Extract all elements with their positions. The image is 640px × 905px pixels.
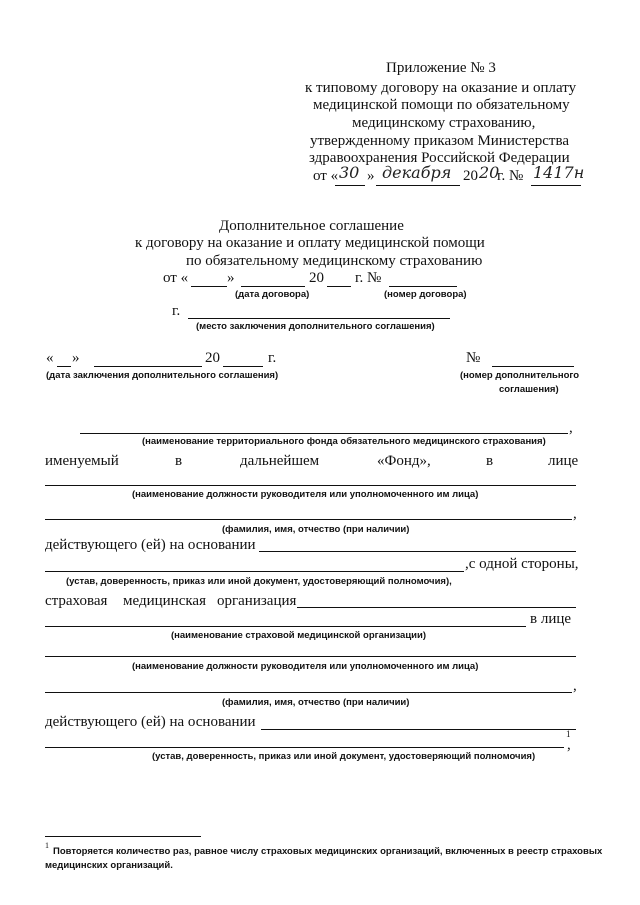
caption-head-position: (наименование должности руководителя или уполномоченного им лица) — [132, 489, 479, 500]
acting-basis-2: действующего (ей) на основании — [45, 714, 256, 730]
comma-1: , — [569, 420, 573, 436]
caption-sign-date: (дата заключения дополнительного соглашения) — [46, 370, 279, 381]
insurer-line-1[interactable] — [297, 607, 576, 608]
fio-line-2[interactable] — [45, 692, 572, 693]
basis-line-2[interactable] — [261, 729, 576, 730]
appendix-month: декабря — [382, 163, 452, 182]
word-person: лице — [548, 453, 579, 469]
fio-line[interactable] — [45, 519, 572, 520]
appendix-line-3: медицинскому страхованию, — [352, 115, 536, 131]
agreement-title-3: по обязательному медицинскому страхованию — [186, 253, 483, 269]
agreement-title-1: Дополнительное соглашение — [219, 218, 404, 234]
caption-charter-2: (устав, доверенность, приказ или иной документ, удостоверяющий полномочия) — [152, 751, 536, 762]
appendix-year-suffix: 20 — [479, 163, 500, 182]
appendix-number-label: г. № — [497, 168, 524, 184]
superscript-1: 1 — [566, 729, 571, 739]
comma-2: , — [573, 506, 577, 522]
acting-basis: действующего (ей) на основании — [45, 537, 256, 553]
one-side-text: ,с одной стороны, — [465, 556, 579, 572]
comma-4: , — [567, 737, 571, 753]
contract-date-close: » — [227, 270, 235, 286]
caption-fund-name: (наименование территориального фонда обязательного медицинского страхования) — [142, 436, 546, 447]
month-underline — [376, 185, 460, 186]
charter-line[interactable] — [45, 571, 464, 572]
appendix-line-5: здравоохранения Российской Федерации — [309, 150, 570, 166]
caption-fio-2: (фамилия, имя, отчество (при наличии) — [222, 697, 410, 708]
insurer-line-2[interactable] — [45, 626, 526, 627]
charter-line-2[interactable] — [45, 747, 564, 748]
caption-place: (место заключения дополнительного соглашения) — [196, 321, 435, 332]
head-position-line-2[interactable] — [45, 656, 576, 657]
caption-charter: (устав, доверенность, приказ или иной документ, удостоверяющий полномочия), — [66, 576, 452, 587]
caption-fio: (фамилия, имя, отчество (при наличии) — [222, 524, 410, 535]
day-underline — [335, 185, 365, 186]
footnote-marker: 1 — [45, 841, 49, 850]
insurer-word-2: медицинская — [123, 593, 206, 609]
fund-name-line[interactable] — [80, 433, 568, 434]
in-person-text: в лице — [530, 611, 572, 627]
footnote-text-2: медицинских организаций. — [45, 860, 173, 871]
agreement-title-2: к договору на оказание и оплату медицинской помощи — [135, 235, 485, 251]
sign-quote-close: » — [72, 350, 80, 366]
sign-day-line[interactable] — [57, 366, 71, 367]
sign-year-label: г. — [268, 350, 277, 366]
caption-insurer-name: (наименование страховой медицинской организации) — [171, 630, 427, 641]
contract-month-line[interactable] — [241, 286, 305, 287]
caption-contract-date: (дата договора) — [235, 289, 310, 300]
sign-quote-open: « — [46, 350, 54, 366]
caption-contract-number: (номер договора) — [384, 289, 467, 300]
word-in: в — [175, 453, 183, 469]
number-underline — [531, 185, 581, 186]
word-fund: «Фонд», — [377, 453, 431, 469]
word-named: именуемый — [45, 453, 119, 469]
sign-number-line[interactable] — [492, 366, 574, 367]
appendix-number: 1417н — [533, 163, 585, 182]
caption-sign-number-1: (номер дополнительного — [460, 370, 580, 381]
place-line[interactable] — [188, 318, 450, 319]
head-position-line[interactable] — [45, 485, 576, 486]
contract-year-label: г. № — [355, 270, 382, 286]
footnote-rule — [45, 836, 201, 837]
appendix-title: Приложение № 3 — [386, 60, 496, 76]
contract-number-line[interactable] — [389, 286, 457, 287]
sign-month-line[interactable] — [94, 366, 202, 367]
appendix-year-prefix: 20 — [463, 168, 478, 184]
appendix-line-2: медицинской помощи по обязательному — [313, 97, 570, 113]
sign-year: 20 — [205, 350, 220, 366]
caption-sign-number-2: соглашения) — [499, 384, 559, 395]
appendix-line-1: к типовому договору на оказание и оплату — [305, 80, 577, 96]
insurer-word-1: страховая — [45, 593, 108, 609]
insurer-word-3: организация — [217, 593, 297, 609]
footnote-text-1: Повторяется количество раз, равное числу страховых медицинских организаций, включенных в реестр страховых — [53, 846, 603, 857]
word-further: дальнейшем — [240, 453, 320, 469]
appendix-date-mid: » — [367, 168, 375, 184]
comma-3: , — [573, 678, 577, 694]
word-in-2: в — [486, 453, 494, 469]
appendix-day: 30 — [339, 163, 360, 182]
sign-year-line[interactable] — [223, 366, 263, 367]
contract-day-line[interactable] — [191, 286, 227, 287]
appendix-line-4: утвержденному приказом Министерства — [310, 133, 569, 149]
city-label: г. — [172, 303, 181, 319]
contract-year: 20 — [309, 270, 324, 286]
basis-line[interactable] — [259, 551, 576, 552]
caption-head-position-2: (наименование должности руководителя или уполномоченного им лица) — [132, 661, 479, 672]
appendix-date-prefix: от « — [313, 168, 339, 184]
sign-number-sign: № — [466, 350, 481, 366]
contract-year-line[interactable] — [327, 286, 351, 287]
contract-date-from: от « — [163, 270, 189, 286]
